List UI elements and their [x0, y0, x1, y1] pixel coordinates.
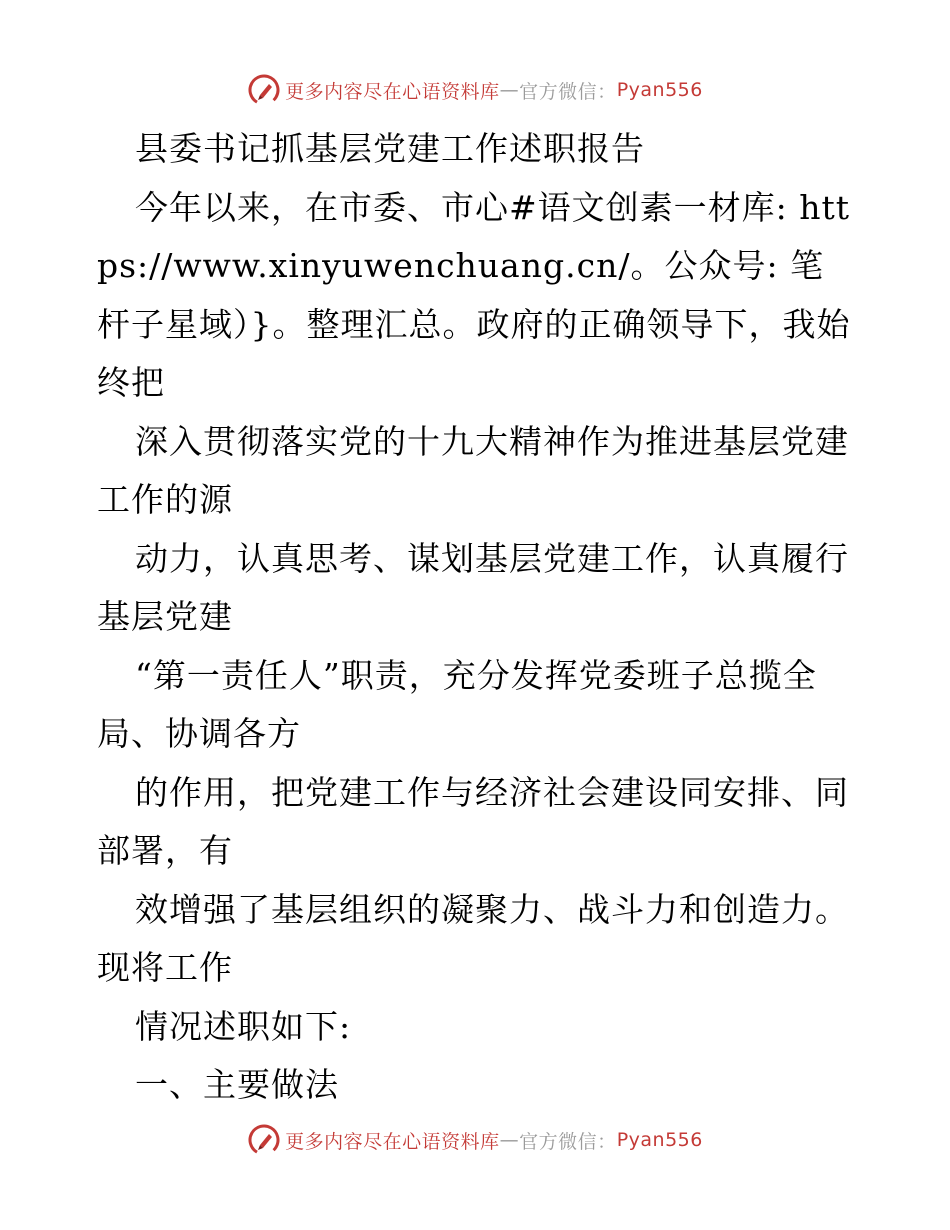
- paragraph-6: 效增强了基层组织的凝聚力、战斗力和创造力。现将工作: [97, 889, 849, 987]
- banner-main-text: 更多内容尽在心语资料库: [285, 80, 500, 103]
- pen-nib-logo-icon: [247, 73, 281, 107]
- banner-separator: —: [499, 79, 520, 101]
- banner-label: 官方微信：: [519, 1130, 617, 1153]
- paragraph-4: “第一责任人”职责，充分发挥党委班子总揽全局、协调各方: [97, 655, 817, 753]
- banner-separator: —: [499, 1129, 520, 1151]
- banner-wechat-id: Pyan556: [616, 79, 703, 101]
- section-heading: 一、主要做法: [135, 1065, 339, 1104]
- paragraph-7: 情况述职如下:: [135, 1006, 352, 1046]
- header-watermark-banner: [0, 70, 950, 110]
- paragraph-5: 的作用，把党建工作与经济社会建设同安排、同部署，有: [97, 772, 849, 870]
- banner-wechat-id: Pyan556: [616, 1129, 703, 1151]
- banner-main-text: 更多内容尽在心语资料库: [285, 1130, 500, 1153]
- banner-label: 官方微信：: [519, 80, 617, 103]
- paragraph-3: 动力，认真思考、谋划基层党建工作，认真履行基层党建: [97, 538, 849, 636]
- paragraph-2: 深入贯彻落实党的十九大精神作为推进基层党建工作的源: [97, 421, 849, 519]
- paragraph-1: 今年以来，在市委、市心#语文创素一材库: https://www.xinyuwenchuang.cn/。公众号: 笔杆子星域）}。整理汇总。政府的正确领导下，我始终把: [97, 187, 851, 402]
- pen-nib-logo-icon: [247, 1123, 281, 1157]
- footer-watermark-banner: [0, 1120, 950, 1160]
- document-body: [97, 120, 857, 1115]
- document-title: 县委书记抓基层党建工作述职报告: [135, 129, 645, 168]
